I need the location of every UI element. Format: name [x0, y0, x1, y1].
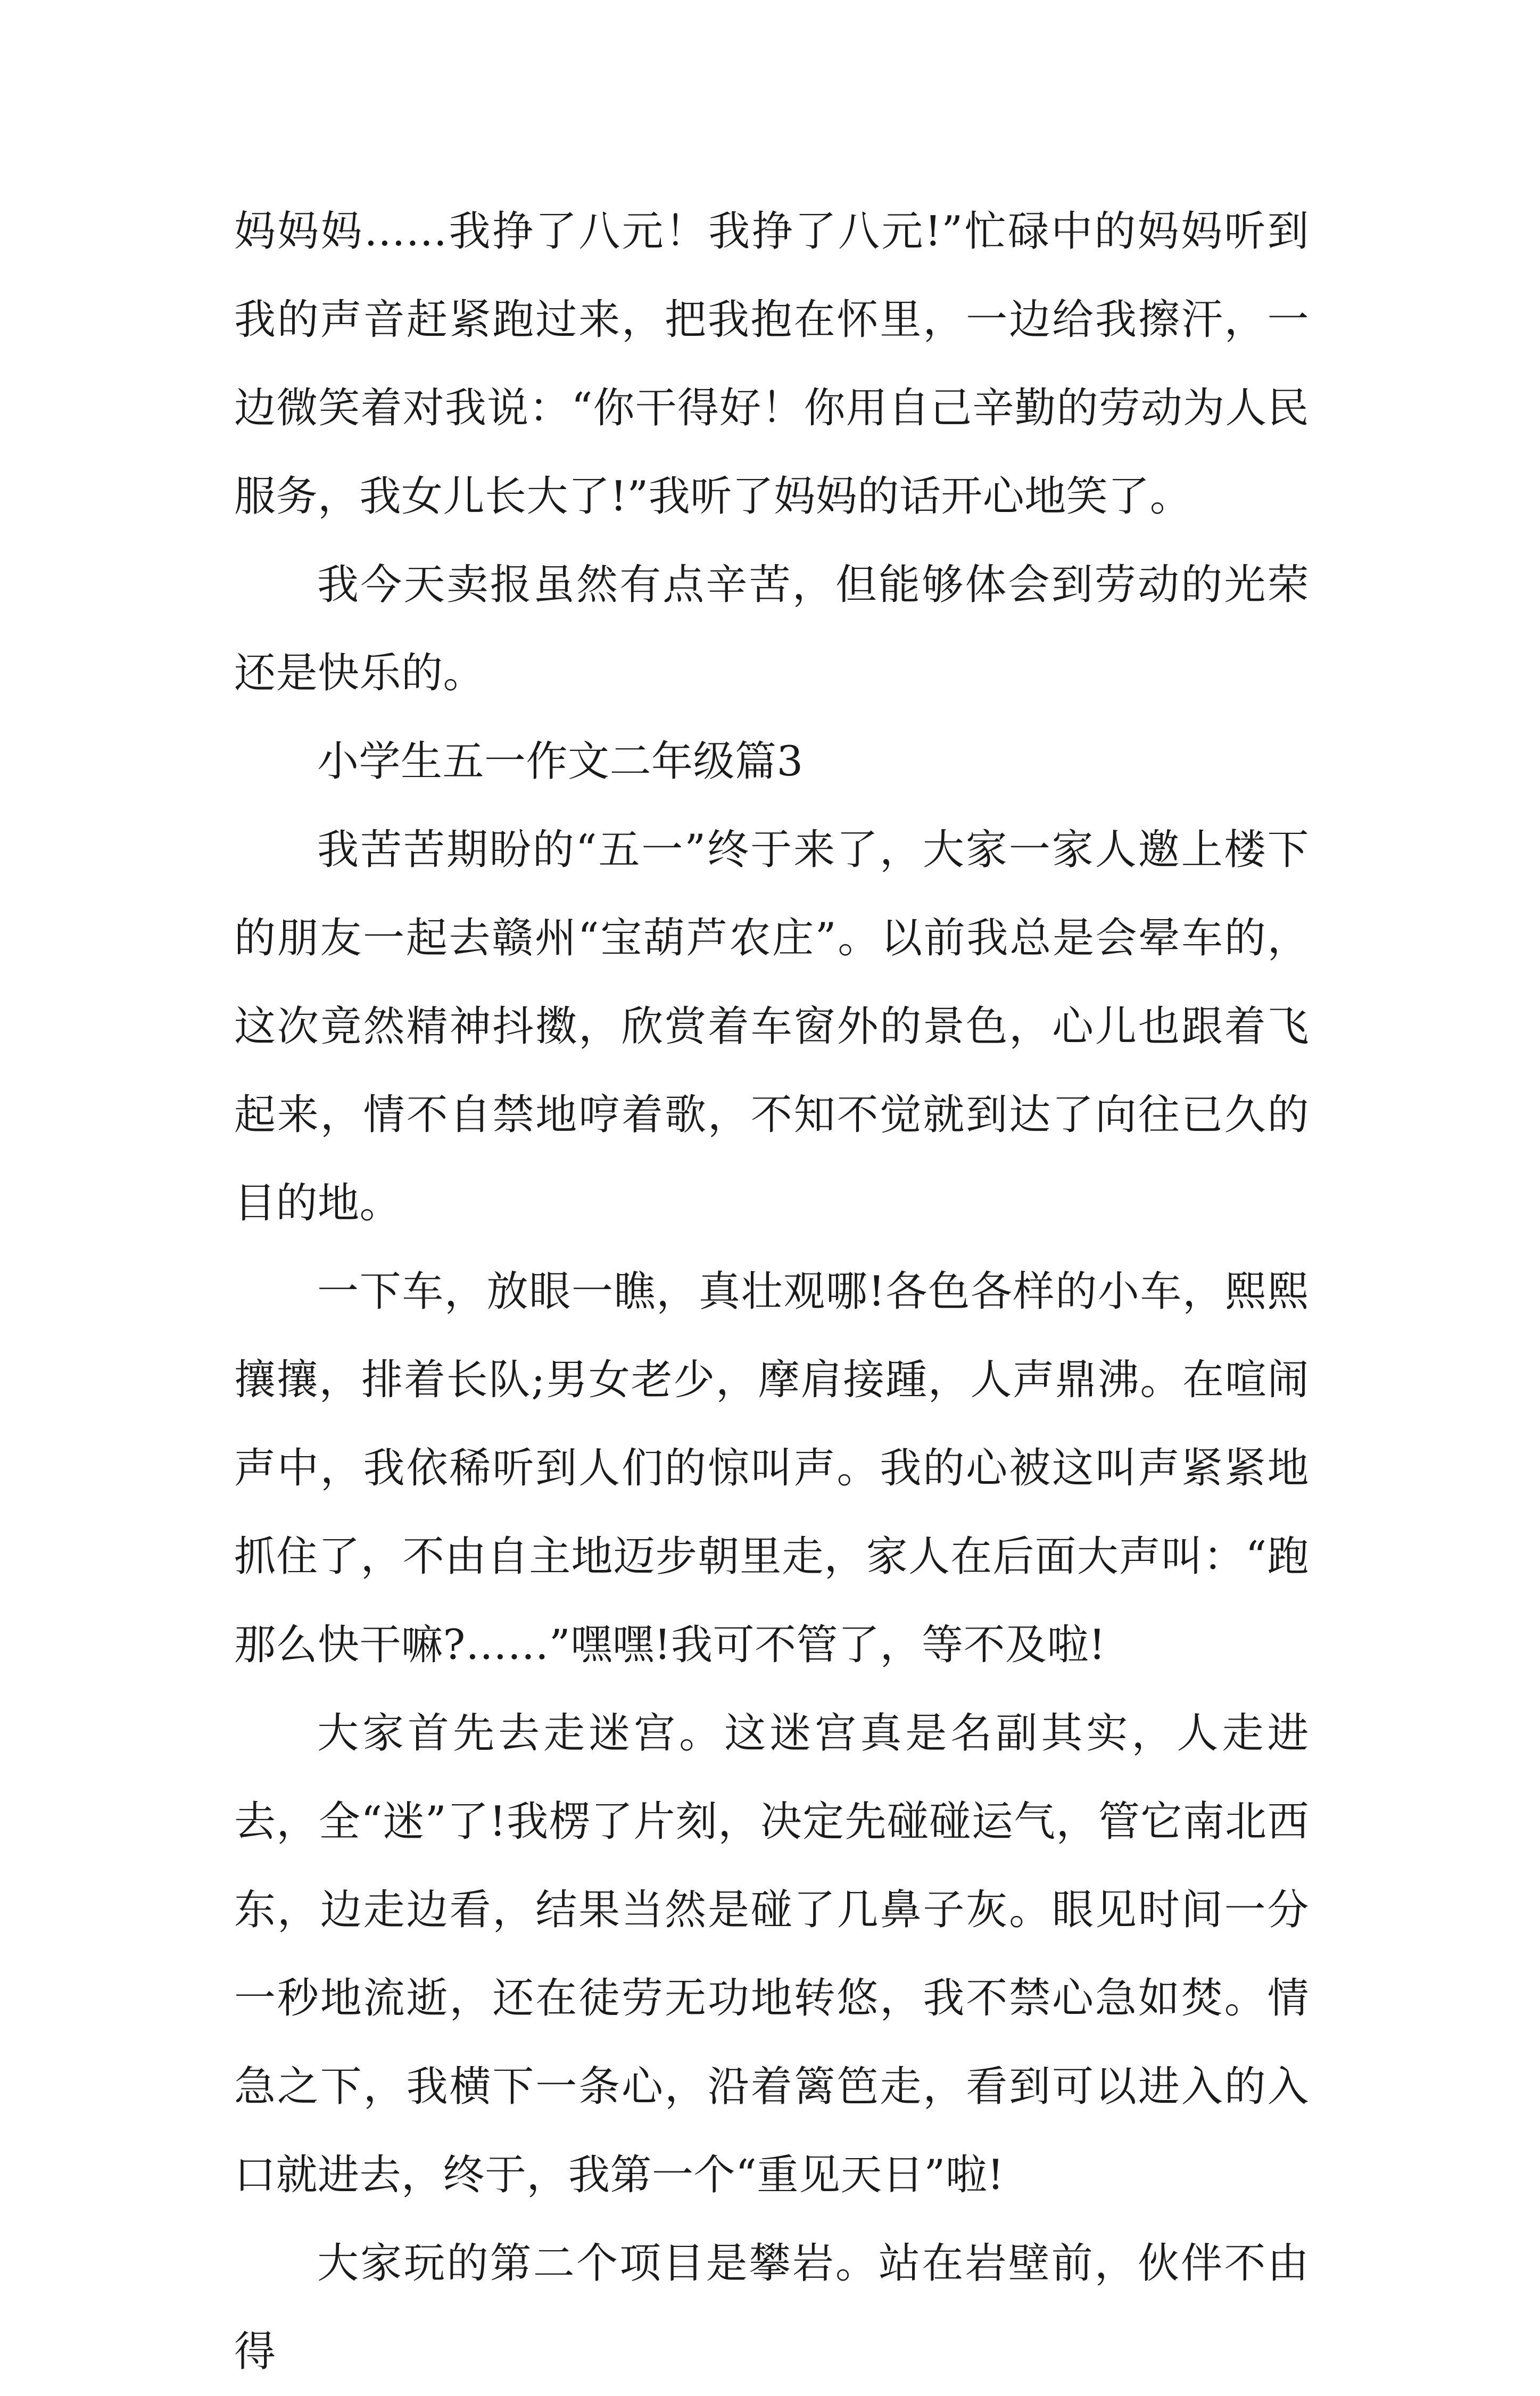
paragraph-5: 大家首先去走迷宫。这迷宫真是名副其实，人走进去，全“迷”了!我楞了片刻，决定先碰碰运气，管它南北西东，边走边看，结果当然是碰了几鼻子灰。眼见时间一分一秒地流逝，还在徒劳无功地转悠，我不禁心急如焚。情急之下，我横下一条心，沿着篱笆走，看到可以进入的入口就进去，终于，我第一个“重见天日”啦!: [234, 1709, 1309, 2199]
paragraph-3: 我苦苦期盼的“五一”终于来了，大家一家人邀上楼下的朋友一起去赣州“宝葫芦农庄”。以前我总是会晕车的，这次竟然精神抖擞，欣赏着车窗外的景色，心儿也跟着飞起来，情不自禁地哼着歌，不知不觉就到达了向往已久的目的地。: [234, 826, 1309, 1227]
document-body: [234, 187, 1309, 2396]
section-heading: 小学生五一作文二年级篇3: [317, 738, 804, 786]
paragraph-1: 妈妈妈……我挣了八元！我挣了八元!”忙碌中的妈妈听到我的声音赶紧跑过来，把我抱在怀里，一边给我擦汗，一边微笑着对我说：“你干得好！你用自己辛勤的劳动为人民服务，我女儿长大了!”我听了妈妈的话开心地笑了。: [234, 208, 1309, 520]
paragraph-6: 大家玩的第二个项目是攀岩。站在岩壁前，伙伴不由得: [234, 2240, 1309, 2376]
paragraph-4: 一下车，放眼一瞧，真壮观哪!各色各样的小车，熙熙攘攘，排着长队;男女老少，摩肩接踵，人声鼎沸。在喧闹声中，我依稀听到人们的惊叫声。我的心被这叫声紧紧地抓住了，不由自主地迈步朝里走，家人在后面大声叫：“跑那么快干嘛?……”嘿嘿!我可不管了，等不及啦!: [234, 1268, 1309, 1669]
paragraph-2: 我今天卖报虽然有点辛苦，但能够体会到劳动的光荣还是快乐的。: [234, 561, 1309, 697]
